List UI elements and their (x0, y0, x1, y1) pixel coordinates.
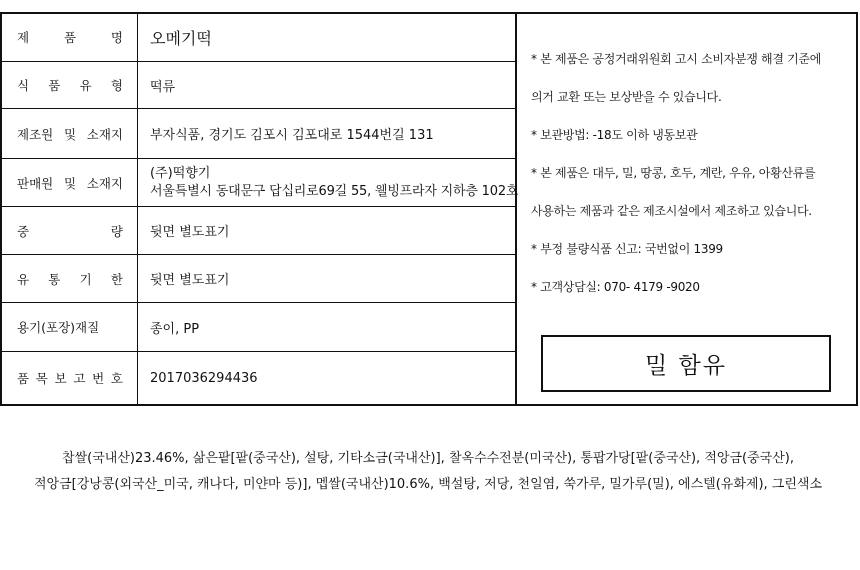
table-row (1, 159, 516, 207)
row-key: 품 목 보 고 번 호 (1, 352, 138, 405)
packaging-value: 종이, PP (138, 303, 516, 352)
food-type-value: 떡류 (138, 62, 516, 109)
notice-line: * 본 제품은 공정거래위원회 고시 소비자분쟁 해결 기준에 (531, 52, 822, 66)
table-row (1, 207, 516, 255)
notice-line: * 부정 불량식품 신고: 국번없이 1399 (531, 242, 723, 256)
distributor-value (138, 159, 519, 207)
notice-line: 의거 교환 또는 보상받을 수 있습니다. (531, 90, 722, 104)
row-key: 용기(포장)재질 (1, 303, 138, 352)
notice-line: * 고객상담실: 070- 4179 -9020 (531, 280, 700, 294)
product-info-table (0, 12, 519, 405)
report-number-value: 2017036294436 (138, 352, 516, 405)
allergy-warning-box: 밀 함유 (541, 335, 831, 392)
product-name-value: 오메기떡 (138, 13, 516, 62)
notice-line: 사용하는 제품과 같은 제조시설에서 제조하고 있습니다. (531, 204, 812, 218)
row-key: 식 품 유 형 (1, 62, 138, 109)
table-row (1, 352, 516, 405)
distributor-address: 서울특별시 동대문구 답십리로69길 55, 웰빙프라자 지하층 102호 (150, 183, 519, 199)
notice-line: * 본 제품은 대두, 밀, 땅콩, 호두, 계란, 우유, 아황산류를 (531, 166, 816, 180)
expiry-value: 뒷면 별도표기 (138, 255, 516, 303)
row-key: 제조원 및 소재지 (1, 109, 138, 159)
distributor-name: (주)떡향기 (150, 165, 211, 181)
ingredients-line: 적앙금[강낭콩(외국산_미국, 캐나다, 미얀마 등)], 멥쌀(국내산)10.6%, 백설탕, 저당, 천일염, 쑥가루, 밀가루(밀), 에스텔(유화제), 그린색소 (33, 477, 823, 492)
table-row (1, 62, 516, 109)
ingredients-list (28, 446, 828, 498)
table-row (1, 109, 516, 159)
table-row (1, 255, 516, 303)
manufacturer-value: 부자식품, 경기도 김포시 김포대로 1544번길 131 (138, 109, 516, 159)
row-key: 중 량 (1, 207, 138, 255)
table-row (1, 303, 516, 352)
row-key: 제 품 명 (1, 13, 138, 62)
weight-value: 뒷면 별도표기 (138, 207, 516, 255)
table-row (1, 13, 516, 62)
ingredients-line: 찹쌀(국내산)23.46%, 삶은팥[팥(중국산), 설탕, 기타소금(국내산)], 찰옥수수전분(미국산), 통팝가당[팥(중국산), 적앙금(중국산), (62, 451, 794, 466)
notice-line: * 보관방법: -18도 이하 냉동보관 (531, 128, 698, 142)
row-key: 판매원 및 소재지 (1, 159, 138, 207)
row-key: 유 통 기 한 (1, 255, 138, 303)
